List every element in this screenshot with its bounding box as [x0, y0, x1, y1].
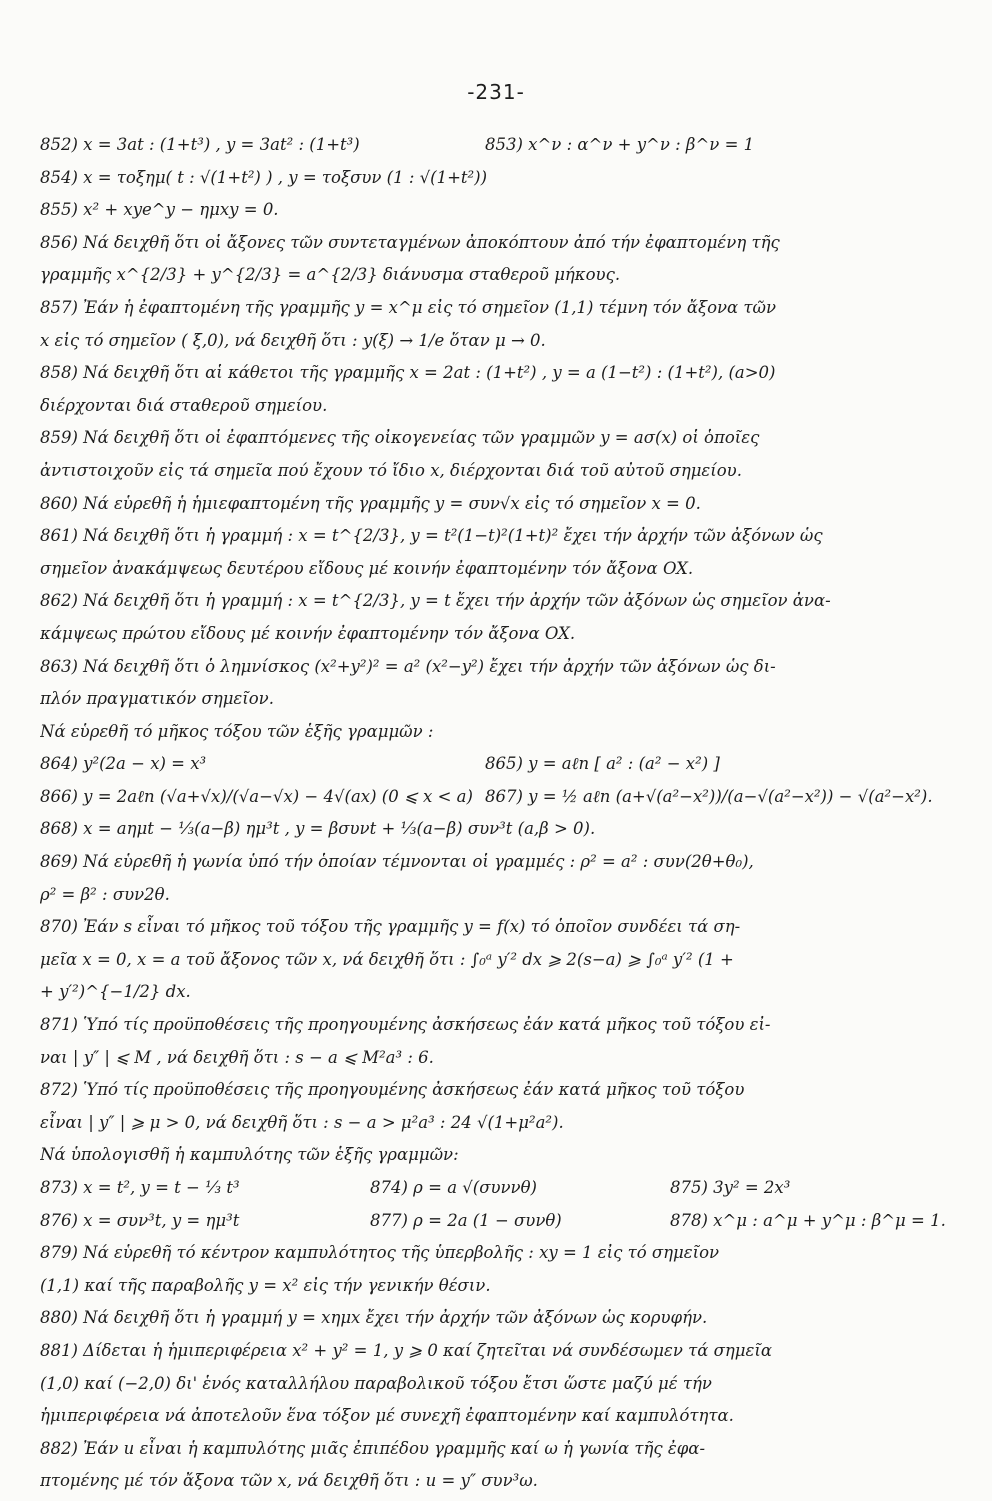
- exercise-text: 865) y = aℓn [ a² : (a² − x²) ]: [485, 754, 720, 774]
- exercise-line: διέρχονται διά σταθεροῦ σημείου.: [40, 395, 328, 415]
- exercise-line: ἀντιστοιχοῦν εἰς τά σημεῖα πού ἔχουν τό ἴδιο x, διέρχονται διά τοῦ αὐτοῦ σημείου.: [40, 460, 742, 480]
- exercise-line: x εἰς τό σημεῖον ( ξ,0), νά δειχθῆ ὅτι : y(ξ) → 1/e ὅταν μ → 0.: [40, 330, 546, 350]
- exercise-line: 855) x² + xye^y − ημxy = 0.: [40, 200, 279, 220]
- exercise-line: 859) Νά δειχθῆ ὅτι οἱ ἐφαπτόμενες τῆς οἰκογενείας τῶν γραμμῶν y = aσ(x) οἱ ὁποῖες: [40, 428, 760, 448]
- exercise-text: 867) y = ½ aℓn (a+√(a²−x²))/(a−√(a²−x²)) − √(a²−x²).: [485, 786, 933, 806]
- exercise-line: πλόν πραγματικόν σημεῖον.: [40, 689, 274, 709]
- exercise-line: (1,1) καί τῆς παραβολῆς y = x² εἰς τήν γενικήν θέσιν.: [40, 1275, 491, 1295]
- exercise-line: 862) Νά δειχθῆ ὅτι ἡ γραμμή : x = t^{2/3}, y = t ἔχει τήν ἀρχήν τῶν ἀξόνων ὡς σημεῖον ἀνα-: [40, 591, 831, 611]
- exercise-line: 870) Ἐάν s εἶναι τό μῆκος τοῦ τόξου τῆς γραμμῆς y = f(x) τό ὁποῖον συνδέει τά ση-: [40, 917, 741, 937]
- section-heading: Νά ὑπολογισθῆ ἡ καμπυλότης τῶν ἑξῆς γραμμῶν:: [40, 1145, 459, 1165]
- exercise-text: 864) y²(2a − x) = x³: [40, 754, 207, 774]
- exercise-line: 879) Νά εὑρεθῆ τό κέντρον καμπυλότητος τῆς ὑπερβολῆς : xy = 1 εἰς τό σημεῖον: [40, 1243, 720, 1263]
- exercise-line: 860) Νά εὑρεθῆ ἡ ἡμιεφαπτομένη τῆς γραμμῆς y = συν√x εἰς τό σημεῖον x = 0.: [40, 493, 701, 513]
- exercise-text: 874) ρ = a √(συννθ): [370, 1178, 537, 1197]
- exercise-line: 857) Ἐάν ἡ ἐφαπτομένη τῆς γραμμῆς y = x^μ εἰς τό σημεῖον (1,1) τέμνη τόν ἄξονα τῶν: [40, 297, 777, 317]
- exercise-list: [40, 132, 960, 1501]
- exercise-line: 869) Νά εὑρεθῆ ἡ γωνία ὑπό τήν ὁποίαν τέμνονται οἱ γραμμές : ρ² = a² : συν(2θ+θ₀),: [40, 852, 754, 872]
- exercise-line: μεῖα x = 0, x = a τοῦ ἄξονος τῶν x, νά δειχθῆ ὅτι : ∫₀ᵃ y′² dx ⩾ 2(s−a) ⩾ ∫₀ᵃ y′² (1 +: [40, 949, 734, 969]
- exercise-text: 866) y = 2aℓn (√a+√x)/(√a−√x) − 4√(ax) (0 ⩽ x < a): [40, 786, 473, 806]
- exercise-text: 876) x = συν³t, y = ημ³t: [40, 1210, 240, 1230]
- exercise-line: 882) Ἐάν u εἶναι ἡ καμπυλότης μιᾶς ἐπιπέδου γραμμῆς καί ω ἡ γωνία τῆς ἐφα-: [40, 1438, 706, 1458]
- exercise-line: εἶναι | y″ | ⩾ μ > 0, νά δειχθῆ ὅτι : s − a > μ²a³ : 24 √(1+μ²a²).: [40, 1112, 564, 1132]
- exercise-text: 875) 3y² = 2x³: [670, 1178, 791, 1197]
- exercise-line: 863) Νά δειχθῆ ὅτι ὁ λημνίσκος (x²+y²)² = a² (x²−y²) ἔχει τήν ἀρχήν τῶν ἀξόνων ὡς δι-: [40, 656, 776, 676]
- exercise-line: πτομένης μέ τόν ἄξονα τῶν x, νά δειχθῆ ὅτι : u = y″ συν³ω.: [40, 1471, 538, 1491]
- exercise-line: ἡμιπεριφέρεια νά ἀποτελοῦν ἕνα τόξον μέ συνεχῆ ἐφαπτομένην καί καμπυλότητα.: [40, 1406, 734, 1426]
- section-heading: Νά εὑρεθῆ τό μῆκος τόξου τῶν ἑξῆς γραμμῶν :: [40, 721, 434, 741]
- page-number: -231-: [467, 80, 525, 104]
- exercise-line: 856) Νά δειχθῆ ὅτι οἱ ἄξονες τῶν συντεταγμένων ἀποκόπτουν ἀπό τήν ἐφαπτομένη τῆς: [40, 232, 780, 252]
- exercise-line: 858) Νά δειχθῆ ὅτι αἱ κάθετοι τῆς γραμμῆς x = 2at : (1+t²) , y = a (1−t²) : (1+t²), (a>0): [40, 363, 776, 383]
- exercise-line: 854) x = τοξημ( t : √(1+t²) ) , y = τοξσυν (1 : √(1+t²)): [40, 167, 488, 187]
- exercise-line: [40, 751, 960, 776]
- exercise-text: 878) x^μ : a^μ + y^μ : β^μ = 1.: [670, 1210, 946, 1230]
- exercise-line: γραμμῆς x^{2/3} + y^{2/3} = a^{2/3} διάνυσμα σταθεροῦ μήκους.: [40, 265, 621, 285]
- exercise-line: 880) Νά δειχθῆ ὅτι ἡ γραμμή y = xημx ἔχει τήν ἀρχήν τῶν ἀξόνων ὡς κορυφήν.: [40, 1308, 708, 1328]
- exercise-text: 873) x = t², y = t − ⅓ t³: [40, 1178, 240, 1197]
- exercise-line: 881) Δίδεται ἡ ἡμιπεριφέρεια x² + y² = 1, y ⩾ 0 καί ζητεῖται νά συνδέσωμεν τά σημεῖα: [40, 1340, 772, 1360]
- exercise-line: + y′²)^{−1/2} dx.: [40, 982, 191, 1002]
- exercise-line: σημεῖον ἀνακάμψεως δευτέρου εἴδους μέ κοινήν ἐφαπτομένην τόν ἄξονα OX.: [40, 558, 694, 578]
- exercise-line: 868) x = aημt − ⅓(a−β) ημ³t , y = βσυνt + ⅓(a−β) συν³t (a,β > 0).: [40, 819, 596, 839]
- exercise-line: [40, 784, 960, 809]
- exercise-line: (1,0) καί (−2,0) δι' ἑνός καταλλήλου παραβολικοῦ τόξου ἔτσι ὥστε μαζύ μέ τήν: [40, 1373, 712, 1393]
- exercise-text: 853) x^ν : α^ν + y^ν : β^ν = 1: [485, 135, 755, 154]
- exercise-text: 877) ρ = 2a (1 − συνθ): [370, 1210, 562, 1230]
- exercise-line: [40, 1208, 960, 1233]
- exercise-line: [40, 132, 960, 157]
- exercise-line: [40, 1175, 960, 1200]
- exercise-line: 872) Ὑπό τίς προϋποθέσεις τῆς προηγουμένης ἀσκήσεως ἐάν κατά μῆκος τοῦ τόξου: [40, 1080, 745, 1100]
- exercise-line: ρ² = β² : συν2θ.: [40, 884, 170, 904]
- exercise-text: 852) x = 3at : (1+t³) , y = 3at² : (1+t³): [40, 135, 360, 154]
- exercise-line: κάμψεως πρώτου εἴδους μέ κοινήν ἐφαπτομένην τόν ἄξονα OX.: [40, 623, 576, 643]
- exercise-line: 871) Ὑπό τίς προϋποθέσεις τῆς προηγουμένης ἀσκήσεως ἐάν κατά μῆκος τοῦ τόξου εἰ-: [40, 1015, 771, 1035]
- exercise-line: 861) Νά δειχθῆ ὅτι ἡ γραμμή : x = t^{2/3}, y = t²(1−t)²(1+t)² ἔχει τήν ἀρχήν τῶν ἀξόνων ὡς: [40, 526, 823, 546]
- exercise-line: ναι | y″ | ⩽ M , νά δειχθῆ ὅτι : s − a ⩽ M²a³ : 6.: [40, 1047, 434, 1067]
